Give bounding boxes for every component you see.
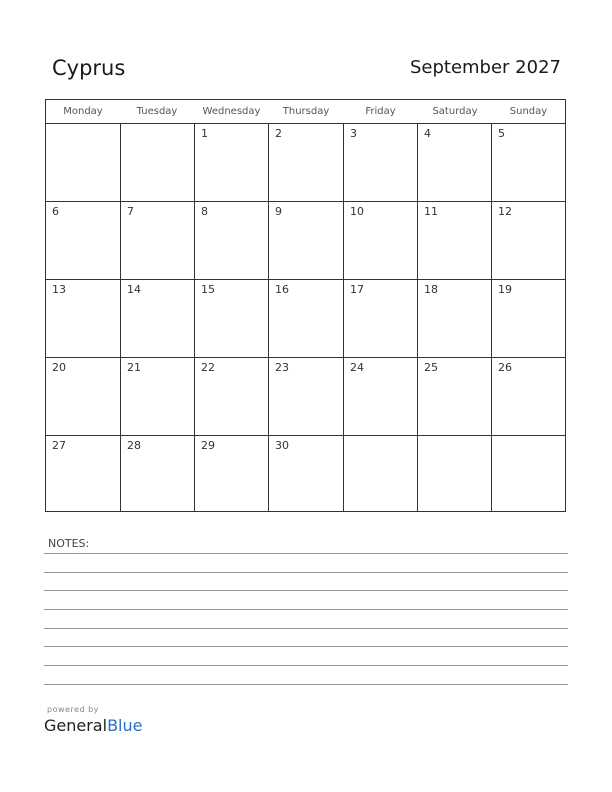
date-number: 3 (350, 127, 357, 140)
country-title: Cyprus (52, 56, 126, 80)
date-number: 20 (52, 361, 66, 374)
date-number: 15 (201, 283, 215, 296)
date-number: 8 (201, 205, 208, 218)
note-line (44, 609, 568, 610)
date-number: 22 (201, 361, 215, 374)
day-cell (46, 202, 121, 279)
date-number: 30 (275, 439, 289, 452)
date-number: 16 (275, 283, 289, 296)
notes-label: NOTES: (48, 537, 90, 550)
date-number: 27 (52, 439, 66, 452)
date-number: 5 (498, 127, 505, 140)
day-cell (121, 358, 195, 435)
day-cell (121, 436, 195, 511)
date-number: 24 (350, 361, 364, 374)
day-name-saturday: Saturday (432, 106, 478, 117)
date-number: 12 (498, 205, 512, 218)
day-cell (418, 280, 492, 357)
day-cell (418, 124, 492, 201)
week-row-2 (46, 202, 565, 280)
date-number: 14 (127, 283, 141, 296)
day-name-header-row (46, 100, 565, 124)
date-number: 29 (201, 439, 215, 452)
date-number: 18 (424, 283, 438, 296)
date-number: 1 (201, 127, 208, 140)
date-number: 13 (52, 283, 66, 296)
note-line (44, 665, 568, 666)
note-line (44, 572, 568, 573)
week-row-5 (46, 436, 565, 511)
day-cell (121, 124, 195, 201)
day-name-tuesday: Tuesday (136, 106, 178, 117)
day-cell (269, 202, 344, 279)
day-name-sunday: Sunday (509, 106, 548, 117)
generalblue-logo (44, 716, 142, 735)
date-number: 7 (127, 205, 134, 218)
day-cell (195, 436, 269, 511)
logo-blue: Blue (107, 716, 143, 735)
day-cell (195, 202, 269, 279)
day-cell (344, 202, 418, 279)
day-cell (344, 436, 418, 511)
date-number: 17 (350, 283, 364, 296)
note-line (44, 684, 568, 685)
date-number: 10 (350, 205, 364, 218)
day-cell (195, 124, 269, 201)
day-name-wednesday: Wednesday (202, 106, 261, 117)
date-number: 26 (498, 361, 512, 374)
day-cell (492, 280, 565, 357)
day-name-thursday: Thursday (282, 106, 330, 117)
date-number: 4 (424, 127, 431, 140)
date-number: 2 (275, 127, 282, 140)
day-cell (195, 358, 269, 435)
day-cell (492, 358, 565, 435)
day-cell (46, 124, 121, 201)
note-line (44, 590, 568, 591)
day-cell (492, 124, 565, 201)
week-row-4 (46, 358, 565, 436)
day-cell (269, 436, 344, 511)
day-cell (269, 124, 344, 201)
note-line (44, 553, 568, 554)
date-number: 21 (127, 361, 141, 374)
week-row-1 (46, 124, 565, 202)
note-line (44, 628, 568, 629)
day-cell (269, 280, 344, 357)
date-number: 6 (52, 205, 59, 218)
day-cell (344, 358, 418, 435)
day-name-monday: Monday (63, 106, 103, 117)
date-number: 25 (424, 361, 438, 374)
day-cell (195, 280, 269, 357)
day-cell (121, 202, 195, 279)
powered-by-text: powered by (47, 705, 99, 714)
calendar-grid (45, 99, 566, 512)
note-line (44, 646, 568, 647)
day-cell (121, 280, 195, 357)
day-cell (269, 358, 344, 435)
day-cell (46, 358, 121, 435)
month-year-title: September 2027 (409, 57, 561, 78)
day-cell (492, 436, 565, 511)
day-cell (492, 202, 565, 279)
day-cell (46, 436, 121, 511)
date-number: 23 (275, 361, 289, 374)
week-row-3 (46, 280, 565, 358)
date-number: 19 (498, 283, 512, 296)
day-cell (418, 202, 492, 279)
day-cell (418, 436, 492, 511)
day-cell (418, 358, 492, 435)
date-number: 9 (275, 205, 282, 218)
day-cell (344, 280, 418, 357)
logo-general: General (44, 716, 108, 735)
day-name-friday: Friday (365, 106, 396, 117)
date-number: 28 (127, 439, 141, 452)
day-cell (46, 280, 121, 357)
day-cell (344, 124, 418, 201)
date-number: 11 (424, 205, 438, 218)
